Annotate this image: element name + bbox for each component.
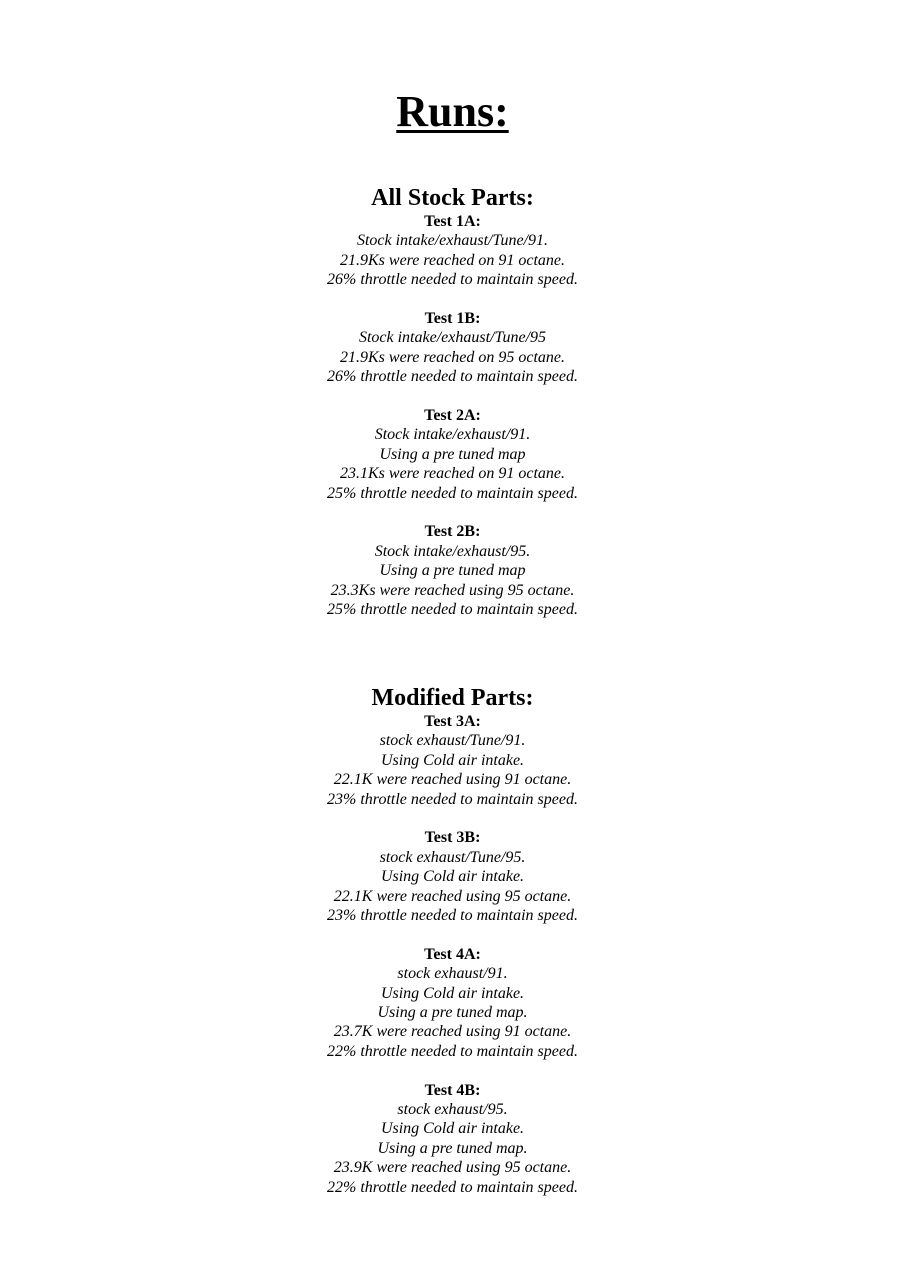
test-title: Test 1A: bbox=[424, 213, 481, 230]
test-detail-line: 25% throttle needed to maintain speed. bbox=[327, 484, 578, 502]
test-detail-line: 21.9Ks were reached on 91 octane. bbox=[340, 251, 565, 269]
test-list bbox=[0, 712, 905, 1197]
test-title: Test 4B: bbox=[424, 1081, 481, 1099]
test-detail-line: stock exhaust/Tune/95. bbox=[379, 848, 526, 866]
section-heading: All Stock Parts: bbox=[371, 185, 534, 211]
spacer bbox=[0, 925, 905, 944]
test-detail-line: Using a pre tuned map bbox=[379, 562, 526, 580]
test-detail-line: 22% throttle needed to maintain speed. bbox=[327, 1178, 578, 1196]
test-detail-line: Using Cold air intake. bbox=[380, 1120, 525, 1138]
spacer bbox=[0, 290, 905, 309]
test-detail-line: Using a pre tuned map bbox=[379, 445, 526, 463]
test-detail-line: Stock intake/exhaust/Tune/95 bbox=[358, 329, 547, 347]
test-detail-line: stock exhaust/91. bbox=[397, 965, 508, 983]
test-block bbox=[0, 309, 905, 387]
test-detail-line: Using Cold air intake. bbox=[380, 751, 525, 769]
spacer bbox=[0, 503, 905, 522]
test-block bbox=[0, 1081, 905, 1197]
test-title: Test 4A: bbox=[424, 945, 481, 963]
test-detail-line: 23.7K were reached using 91 octane. bbox=[333, 1023, 572, 1041]
test-detail-line: 23% throttle needed to maintain speed. bbox=[327, 790, 578, 808]
test-title: Test 2A: bbox=[424, 407, 481, 425]
test-detail-line: 23% throttle needed to maintain speed. bbox=[327, 907, 578, 925]
page-title: Runs: bbox=[396, 87, 509, 136]
test-detail-line: Stock intake/exhaust/91. bbox=[374, 426, 531, 444]
test-detail-line: 22.1K were reached using 91 octane. bbox=[333, 771, 572, 789]
test-detail-line: Stock intake/exhaust/Tune/91. bbox=[356, 232, 549, 250]
test-title: Test 3B: bbox=[424, 829, 481, 847]
test-detail-line: 25% throttle needed to maintain speed. bbox=[327, 601, 578, 619]
test-title: Test 1B: bbox=[424, 310, 481, 328]
test-detail-line: Using a pre tuned map. bbox=[377, 1004, 528, 1022]
section-heading: Modified Parts: bbox=[371, 685, 534, 711]
test-detail-line: Using Cold air intake. bbox=[380, 984, 525, 1002]
test-detail-line: 22.1K were reached using 95 octane. bbox=[333, 887, 572, 905]
test-detail-line: Stock intake/exhaust/95. bbox=[374, 542, 531, 560]
test-block bbox=[0, 945, 905, 1061]
spacer bbox=[0, 1061, 905, 1080]
section-modified-parts bbox=[0, 684, 905, 1197]
test-detail-line: stock exhaust/95. bbox=[397, 1101, 508, 1119]
test-detail-line: 26% throttle needed to maintain speed. bbox=[327, 271, 578, 289]
test-block bbox=[0, 212, 905, 290]
test-block bbox=[0, 406, 905, 503]
test-title: Test 3A: bbox=[424, 713, 481, 730]
test-block bbox=[0, 522, 905, 619]
test-detail-line: 23.3Ks were reached using 95 octane. bbox=[330, 581, 575, 599]
test-block bbox=[0, 712, 905, 809]
test-detail-line: 21.9Ks were reached on 95 octane. bbox=[340, 348, 565, 366]
test-detail-line: 23.9K were reached using 95 octane. bbox=[333, 1159, 572, 1177]
test-title: Test 2B: bbox=[424, 523, 481, 541]
test-list bbox=[0, 212, 905, 619]
test-detail-line: 23.1Ks were reached on 91 octane. bbox=[340, 465, 565, 483]
spacer bbox=[0, 387, 905, 406]
test-detail-line: 22% throttle needed to maintain speed. bbox=[327, 1042, 578, 1060]
test-block bbox=[0, 828, 905, 925]
test-detail-line: Using Cold air intake. bbox=[380, 868, 525, 886]
test-detail-line: 26% throttle needed to maintain speed. bbox=[327, 368, 578, 386]
section-all-stock-parts bbox=[0, 184, 905, 619]
spacer bbox=[0, 809, 905, 828]
test-detail-line: stock exhaust/Tune/91. bbox=[379, 732, 526, 750]
test-detail-line: Using a pre tuned map. bbox=[377, 1139, 528, 1157]
